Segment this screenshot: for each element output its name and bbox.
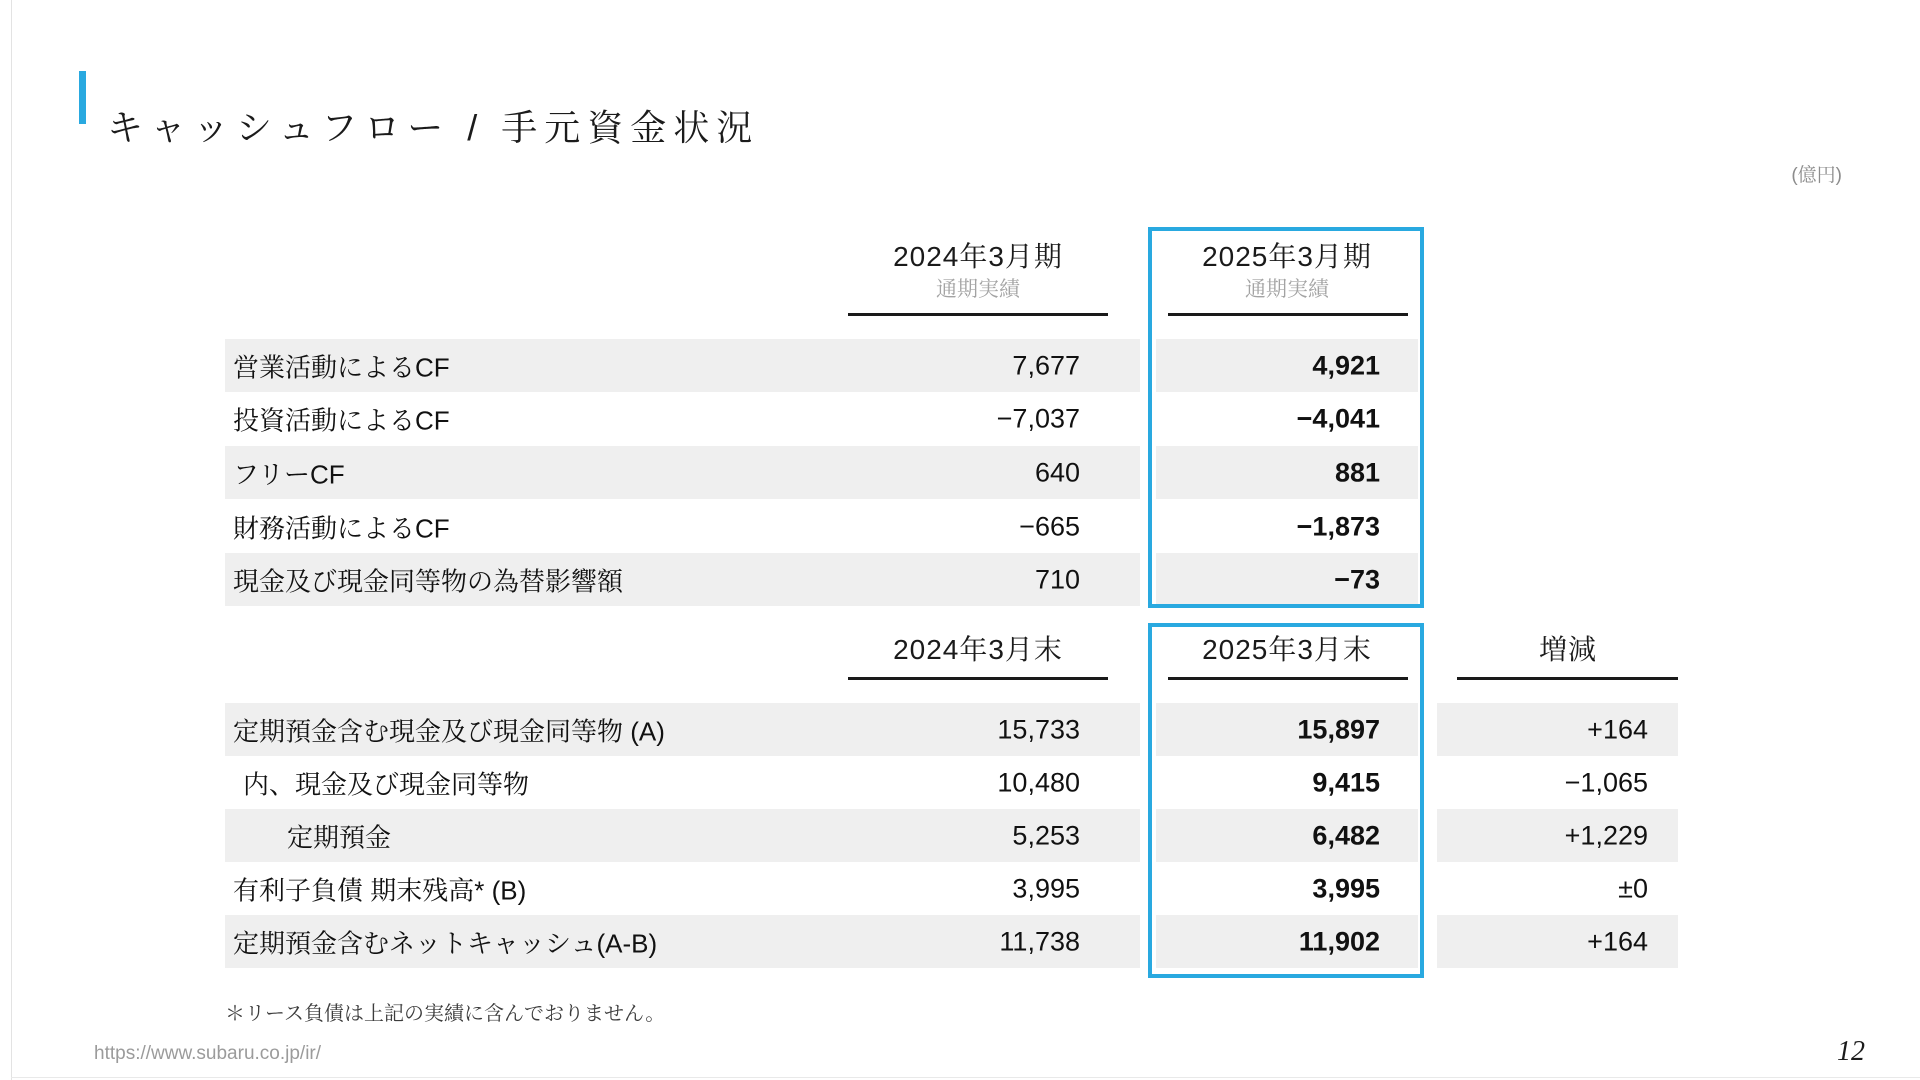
table-row	[0, 446, 1920, 499]
row-label: 定期預金含む現金及び現金同等物 (A)	[233, 716, 665, 746]
row-highlight-segment	[1156, 553, 1418, 606]
row-main-segment	[225, 339, 1140, 392]
page-title: キャッシュフロー / 手元資金状況	[107, 107, 760, 149]
row-change-segment	[1437, 862, 1678, 915]
table-row	[0, 392, 1920, 445]
table-row	[0, 862, 1920, 915]
value-eoy2025: 15,897	[1297, 714, 1380, 744]
value-eoy2024: 10,480	[997, 767, 1080, 797]
value-change: +1,229	[1564, 820, 1648, 850]
row-label: 現金及び現金同等物の為替影響額	[233, 566, 624, 596]
value-eoy2024: 5,253	[1012, 820, 1080, 850]
row-change-segment	[1437, 703, 1678, 756]
value-change: +164	[1587, 714, 1648, 744]
unit-note: (億円)	[1791, 165, 1842, 186]
row-label: フリーCF	[233, 459, 345, 489]
table-row	[0, 703, 1920, 756]
row-highlight-segment	[1156, 446, 1418, 499]
row-highlight-segment	[1156, 915, 1418, 968]
column-underline	[1168, 313, 1408, 316]
row-label: 投資活動によるCF	[233, 405, 450, 435]
col-header-sublabel: 通期実績	[1245, 278, 1329, 302]
column-underline	[848, 677, 1108, 680]
row-main-segment	[225, 756, 1140, 809]
row-main-segment	[225, 809, 1140, 862]
row-main-segment	[225, 862, 1140, 915]
table-row	[0, 756, 1920, 809]
column-underline	[848, 313, 1108, 316]
value-eoy2025: 11,902	[1298, 926, 1380, 956]
row-main-segment	[225, 553, 1140, 606]
col-header-label: 増減	[1538, 634, 1597, 665]
cashflow-col-header-fy2025	[1137, 241, 1437, 302]
col-header-label: 2025年3月期	[1202, 241, 1372, 272]
row-label: 有利子負債 期末残高* (B)	[233, 875, 527, 905]
row-label: 営業活動によるCF	[233, 352, 450, 382]
row-highlight-segment	[1156, 703, 1418, 756]
table-row	[0, 553, 1920, 606]
page-number: 12	[1837, 1036, 1865, 1067]
table-row	[0, 339, 1920, 392]
value-eoy2024: 3,995	[1012, 873, 1080, 903]
value-fy2024: 7,677	[1012, 350, 1080, 380]
value-fy2025: −73	[1334, 564, 1380, 594]
row-label: 定期預金	[287, 822, 392, 852]
value-fy2025: −4,041	[1296, 403, 1380, 433]
column-underline	[1168, 677, 1408, 680]
column-underline	[1457, 677, 1678, 680]
row-change-segment	[1437, 756, 1678, 809]
col-header-label: 2024年3月末	[893, 634, 1063, 665]
footnote: ＊リース負債は上記の実績に含んでおりません。	[225, 1003, 666, 1025]
row-highlight-segment	[1156, 756, 1418, 809]
table-row	[0, 809, 1920, 862]
position-col-header-eoy2025	[1137, 634, 1437, 666]
col-header-label: 2024年3月期	[893, 241, 1063, 272]
row-main-segment	[225, 703, 1140, 756]
value-fy2024: 640	[1034, 457, 1080, 487]
col-header-label: 2025年3月末	[1202, 634, 1372, 665]
position-col-header-change	[1418, 634, 1718, 666]
table-row	[0, 500, 1920, 553]
position-col-header-eoy2024	[828, 634, 1128, 666]
value-eoy2024: 11,738	[999, 926, 1080, 956]
row-change-segment	[1437, 915, 1678, 968]
value-fy2024: −665	[1019, 511, 1080, 541]
row-main-segment	[225, 915, 1140, 968]
row-main-segment	[225, 500, 1140, 553]
table-row	[0, 915, 1920, 968]
col-header-sublabel: 通期実績	[936, 278, 1020, 302]
value-fy2025: 4,921	[1312, 350, 1380, 380]
value-eoy2025: 9,415	[1312, 767, 1380, 797]
value-fy2024: −7,037	[996, 403, 1080, 433]
row-highlight-segment	[1156, 862, 1418, 915]
row-change-segment	[1437, 809, 1678, 862]
slide-bottom-edge-line	[11, 1077, 1920, 1078]
row-label: 財務活動によるCF	[233, 513, 450, 543]
value-eoy2025: 3,995	[1312, 873, 1380, 903]
row-highlight-segment	[1156, 339, 1418, 392]
value-eoy2025: 6,482	[1312, 820, 1380, 850]
value-change: ±0	[1618, 873, 1648, 903]
row-label: 定期預金含むネットキャッシュ(A-B)	[233, 928, 658, 958]
row-highlight-segment	[1156, 500, 1418, 553]
row-highlight-segment	[1156, 392, 1418, 445]
row-label: 内、現金及び現金同等物	[243, 769, 530, 799]
row-main-segment	[225, 392, 1140, 445]
value-fy2024: 710	[1034, 564, 1080, 594]
value-change: +164	[1587, 926, 1648, 956]
value-fy2025: 881	[1334, 457, 1380, 487]
source-url: https://www.subaru.co.jp/ir/	[94, 1043, 322, 1064]
row-highlight-segment	[1156, 809, 1418, 862]
value-eoy2024: 15,733	[997, 714, 1080, 744]
value-change: −1,065	[1564, 767, 1648, 797]
row-main-segment	[225, 446, 1140, 499]
cashflow-col-header-fy2024	[828, 241, 1128, 302]
value-fy2025: −1,873	[1296, 511, 1380, 541]
title-accent-bar	[79, 71, 86, 124]
